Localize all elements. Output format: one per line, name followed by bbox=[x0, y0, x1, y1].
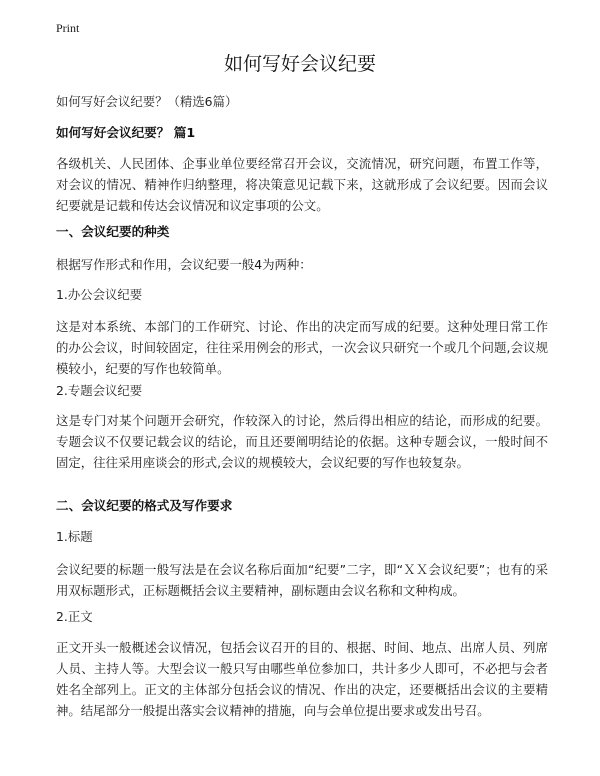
section-heading-types: 一、会议纪要的种类 bbox=[56, 224, 170, 239]
subheading-title: 1.标题 bbox=[56, 529, 93, 544]
office-meeting-paragraph: 这是对本系统、本部门的工作研究、讨论、作出的决定而写成的纪要。这种处理日常工作的办公会议，时间较固定，往往采用例会的形式，一次会议只研究一个或几个问题,会议规模较小，纪要的写作也较简单。 bbox=[56, 319, 548, 376]
section-types-lead: 根据写作形式和作用，会议纪要一般4为两种： bbox=[56, 257, 312, 272]
document-title: 如何写好会议纪要 bbox=[223, 53, 376, 75]
body-paragraph: 正文开头一般概述会议情况，包括会议召开的目的、根据、时间、地点、出席人员、列席人员、主持人等。大型会议一般只写由哪些单位参加口，共计多少人即可，不必把与会者姓名全部列上。正文的主体部分包括会议的情况、作出的决定，还要概括出会议的主要精神。结尾部分一般提出落实会议精神的措施，向与会单位提出要求或发出号召。 bbox=[56, 640, 548, 718]
subheading-body: 2.正文 bbox=[56, 609, 93, 624]
subheading-special-meeting: 2.专题会议纪要 bbox=[56, 383, 143, 398]
subheading-office-meeting: 1.办公会议纪要 bbox=[56, 287, 143, 302]
title-paragraph: 会议纪要的标题一般写法是在会议名称后面加“纪要”二字，即“ＸＸ会议纪要”；也有的采用双标题形式，正标题概括会议主要精神，副标题由会议名称和文种构成。 bbox=[56, 562, 548, 598]
special-meeting-paragraph: 这是专门对某个问题开会研究，作较深入的讨论，然后得出相应的结论，而形成的纪要。专题会议不仅要记载会议的结论，而且还要阐明结论的依据。这种专题会议，一般时间不固定，往往采用座谈会的形式,会议的规模较大，会议纪要的写作也较复杂。 bbox=[56, 413, 548, 470]
part-heading: 如何写好会议纪要？ 篇1 bbox=[56, 125, 196, 140]
intro-paragraph: 各级机关、人民团体、企事业单位要经常召开会议，交流情况，研究问题，布置工作等，对会议的情况、精神作归纳整理，将决策意见记载下来，这就形成了会议纪要。因而会议纪要就是记载和传达会议情况和议定事项的公文。 bbox=[56, 156, 548, 213]
section-heading-format: 二、会议纪要的格式及写作要求 bbox=[56, 498, 233, 513]
document-subtitle: 如何写好会议纪要？（精选6篇） bbox=[56, 94, 238, 109]
print-label: Print bbox=[56, 21, 80, 35]
